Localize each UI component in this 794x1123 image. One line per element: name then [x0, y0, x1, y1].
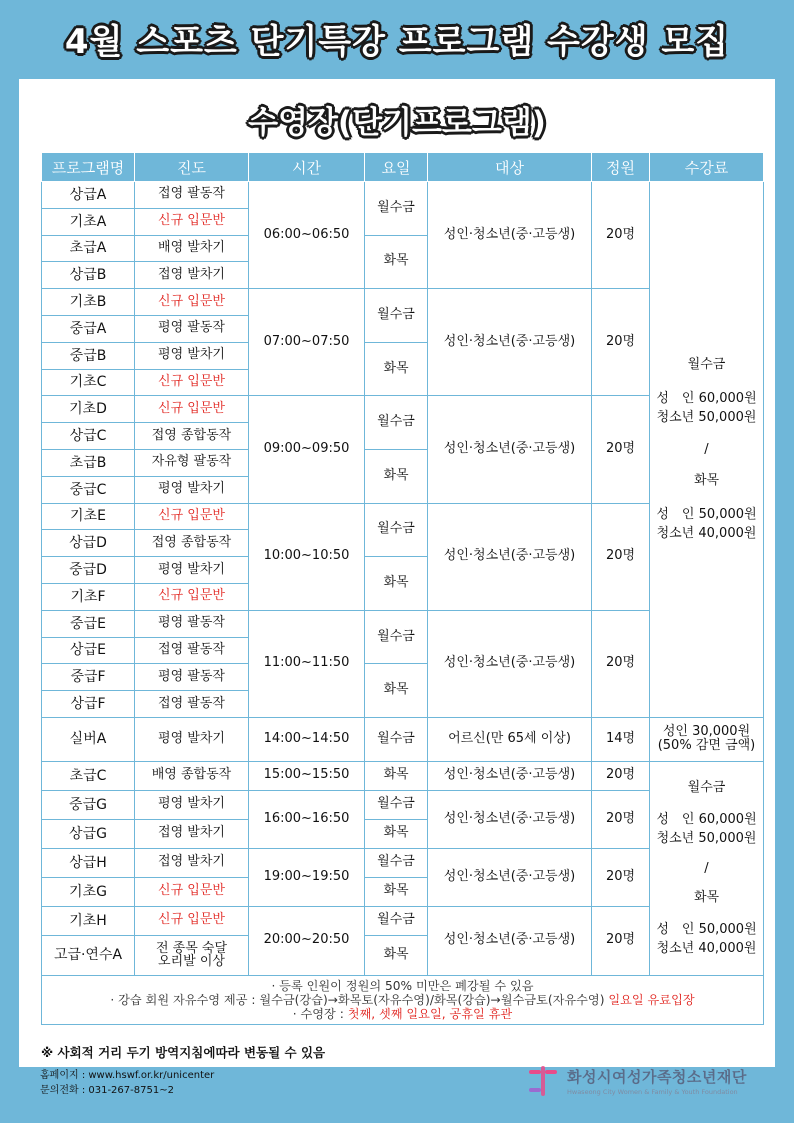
capacity-cell: 20명: [592, 610, 650, 717]
table-header-row: [42, 153, 764, 182]
header-time: 시간: [249, 153, 365, 182]
fee-senior-amount: 성인 30,000원: [662, 723, 751, 739]
time-cell: 07:00~07:50: [249, 289, 365, 396]
foundation-name-ko: 화성시여성가족청소년재단: [567, 1068, 747, 1086]
program-cell: 기초E: [42, 503, 135, 530]
level-cell: 접영 팔동작: [135, 691, 249, 718]
fee-mwf-label: 월수금: [687, 780, 726, 796]
level-cell: 배영 발차기: [135, 235, 249, 262]
header-day: 요일: [365, 153, 428, 182]
notes-cell: [42, 975, 764, 1024]
level-cell: 평영 팔동작: [135, 610, 249, 637]
time-cell: 19:00~19:50: [249, 848, 365, 906]
fee-tt-youth: 청소년 40,000원: [656, 526, 757, 542]
day-cell: 화목: [365, 761, 428, 790]
time-cell: 15:00~15:50: [249, 761, 365, 790]
time-cell: 09:00~09:50: [249, 396, 365, 503]
level-cell: 접영 종합동작: [135, 530, 249, 557]
note-line-2-red: 일요일 유료입장: [608, 992, 695, 1007]
table-row: [42, 717, 764, 761]
fee-tt-label: 화목: [693, 473, 720, 489]
table-row: [42, 182, 764, 209]
fee-tt-adult: 성 인 50,000원: [656, 921, 757, 937]
header-fee: 수강료: [650, 153, 764, 182]
fee-senior-note: (50% 감면 금액): [657, 738, 756, 754]
program-cell: 기초C: [42, 369, 135, 396]
fee-mwf-youth: 청소년 50,000원: [656, 410, 757, 426]
note-line-3: [46, 1007, 759, 1021]
level-cell: 접영 팔동작: [135, 182, 249, 209]
level-cell: 신규 입문반: [135, 208, 249, 235]
day-cell: 월수금: [365, 182, 428, 236]
header-target: 대상: [428, 153, 592, 182]
target-cell: 성인·청소년(중·고등생): [428, 761, 592, 790]
footer-info: [40, 1069, 214, 1098]
program-cell: 초급A: [42, 235, 135, 262]
schedule-table: [41, 152, 764, 1025]
program-cell: 중급A: [42, 315, 135, 342]
program-cell: 기초B: [42, 289, 135, 316]
note-line-2-text: · 강습 회원 자유수영 제공 : 월수금(강습)→화목토(자유수영)/화목(강습)→월수금토(자유수영): [110, 992, 609, 1007]
level-cell: 평영 발차기: [135, 790, 249, 819]
level-cell: 전 종목 숙달 오리발 이상: [135, 935, 249, 975]
level-cell: 배영 종합동작: [135, 761, 249, 790]
program-cell: 초급C: [42, 761, 135, 790]
time-cell: 14:00~14:50: [249, 717, 365, 761]
program-cell: 기초H: [42, 906, 135, 935]
level-cell: 접영 발차기: [135, 819, 249, 848]
program-cell: 중급D: [42, 557, 135, 584]
target-cell: 어르신(만 65세 이상): [428, 717, 592, 761]
program-cell: 상급E: [42, 637, 135, 664]
fee-slash: /: [704, 860, 709, 876]
content-sheet: [19, 79, 775, 1067]
day-cell: 화목: [365, 664, 428, 718]
capacity-cell: 20명: [592, 396, 650, 503]
note-line-3-red: 첫째, 셋째 일요일, 공휴일 휴관: [347, 1007, 513, 1021]
fee-tt-label: 화목: [693, 890, 720, 906]
foundation-logo: [527, 1066, 747, 1096]
program-cell: 중급F: [42, 664, 135, 691]
level-cell: 신규 입문반: [135, 583, 249, 610]
time-cell: 20:00~20:50: [249, 906, 365, 975]
time-cell: 11:00~11:50: [249, 610, 365, 717]
level-cell: 접영 발차기: [135, 262, 249, 289]
day-cell: 월수금: [365, 717, 428, 761]
capacity-cell: 20명: [592, 503, 650, 610]
day-cell: 화목: [365, 342, 428, 396]
level-cell: 신규 입문반: [135, 369, 249, 396]
section-title: 수영장(단기프로그램): [248, 105, 546, 141]
footer-phone: 문의전화 : 031-267-8751~2: [40, 1084, 174, 1096]
day-cell: 화목: [365, 235, 428, 289]
day-cell: 화목: [365, 877, 428, 906]
capacity-cell: 20명: [592, 761, 650, 790]
fee-tt-youth: 청소년 40,000원: [656, 941, 757, 957]
capacity-cell: 20명: [592, 182, 650, 289]
program-cell: 기초F: [42, 583, 135, 610]
capacity-cell: 20명: [592, 790, 650, 848]
level-cell: 접영 발차기: [135, 848, 249, 877]
program-cell: 중급E: [42, 610, 135, 637]
level-cell: 평영 팔동작: [135, 315, 249, 342]
fee-slash: /: [704, 441, 709, 457]
fee-tt-adult: 성 인 50,000원: [656, 506, 757, 522]
target-cell: 성인·청소년(중·고등생): [428, 182, 592, 289]
day-cell: 월수금: [365, 289, 428, 343]
fee-mwf-label: 월수금: [687, 357, 726, 373]
program-cell: 상급C: [42, 423, 135, 450]
target-cell: 성인·청소년(중·고등생): [428, 906, 592, 975]
program-cell: 실버A: [42, 717, 135, 761]
level-cell: 신규 입문반: [135, 877, 249, 906]
level-cell: 신규 입문반: [135, 289, 249, 316]
level-cell: 평영 발차기: [135, 342, 249, 369]
target-cell: 성인·청소년(중·고등생): [428, 610, 592, 717]
day-cell: 화목: [365, 935, 428, 975]
day-cell: 월수금: [365, 906, 428, 935]
day-cell: 월수금: [365, 610, 428, 664]
program-cell: 기초G: [42, 877, 135, 906]
program-cell: 중급B: [42, 342, 135, 369]
program-cell: 고급·연수A: [42, 935, 135, 975]
fee-cell-block-2: [650, 761, 764, 975]
program-cell: 기초A: [42, 208, 135, 235]
program-cell: 초급B: [42, 449, 135, 476]
program-cell: 상급D: [42, 530, 135, 557]
level-cell: 평영 발차기: [135, 476, 249, 503]
fee-senior-cell: [650, 717, 764, 761]
day-cell: 화목: [365, 557, 428, 611]
program-cell: 기초D: [42, 396, 135, 423]
note-line-3-text: · 수영장 :: [292, 1007, 348, 1021]
foundation-name-en: Hwaseong City Women & Family & Youth Foundation: [567, 1088, 738, 1096]
time-cell: 16:00~16:50: [249, 790, 365, 848]
level-cell: 신규 입문반: [135, 906, 249, 935]
level-cell: 신규 입문반: [135, 396, 249, 423]
day-cell: 화목: [365, 449, 428, 503]
level-cell: 평영 팔동작: [135, 664, 249, 691]
header-capacity: 정원: [592, 153, 650, 182]
table-row: [42, 761, 764, 790]
day-cell: 화목: [365, 819, 428, 848]
target-cell: 성인·청소년(중·고등생): [428, 503, 592, 610]
fee-cell-block-1: [650, 182, 764, 718]
capacity-cell: 20명: [592, 848, 650, 906]
program-cell: 중급G: [42, 790, 135, 819]
day-cell: 월수금: [365, 848, 428, 877]
header-level: 진도: [135, 153, 249, 182]
program-cell: 중급C: [42, 476, 135, 503]
header-program: 프로그램명: [42, 153, 135, 182]
note-line-1: · 등록 인원이 정원의 50% 미만은 폐강될 수 있음: [271, 978, 534, 993]
page-title: 4월 스포츠 단기특강 프로그램 수강생 모집: [64, 22, 730, 62]
program-cell: 상급F: [42, 691, 135, 718]
program-cell: 상급B: [42, 262, 135, 289]
fee-mwf-adult: 성 인 60,000원: [656, 811, 757, 827]
program-cell: 상급A: [42, 182, 135, 209]
fee-mwf-adult: 성 인 60,000원: [656, 390, 757, 406]
program-cell: 상급H: [42, 848, 135, 877]
target-cell: 성인·청소년(중·고등생): [428, 790, 592, 848]
fee-mwf-youth: 청소년 50,000원: [656, 831, 757, 847]
capacity-cell: 14명: [592, 717, 650, 761]
level-cell: 평영 발차기: [135, 557, 249, 584]
capacity-cell: 20명: [592, 906, 650, 975]
notes-row: [42, 975, 764, 1024]
program-cell: 상급G: [42, 819, 135, 848]
level-cell: 신규 입문반: [135, 503, 249, 530]
target-cell: 성인·청소년(중·고등생): [428, 848, 592, 906]
day-cell: 월수금: [365, 790, 428, 819]
day-cell: 월수금: [365, 503, 428, 557]
capacity-cell: 20명: [592, 289, 650, 396]
target-cell: 성인·청소년(중·고등생): [428, 289, 592, 396]
bottom-note: ※ 사회적 거리 두기 방역지침에따라 변동될 수 있음: [41, 1045, 326, 1060]
foundation-logo-icon: [527, 1066, 561, 1096]
footer-homepage: 홈페이지 : www.hswf.or.kr/unicenter: [40, 1070, 215, 1081]
time-cell: 06:00~06:50: [249, 182, 365, 289]
note-line-2: [46, 993, 759, 1007]
time-cell: 10:00~10:50: [249, 503, 365, 610]
level-cell: 평영 발차기: [135, 717, 249, 761]
day-cell: 월수금: [365, 396, 428, 450]
level-cell: 접영 종합동작: [135, 423, 249, 450]
target-cell: 성인·청소년(중·고등생): [428, 396, 592, 503]
level-cell: 접영 팔동작: [135, 637, 249, 664]
level-cell: 자유형 팔동작: [135, 449, 249, 476]
